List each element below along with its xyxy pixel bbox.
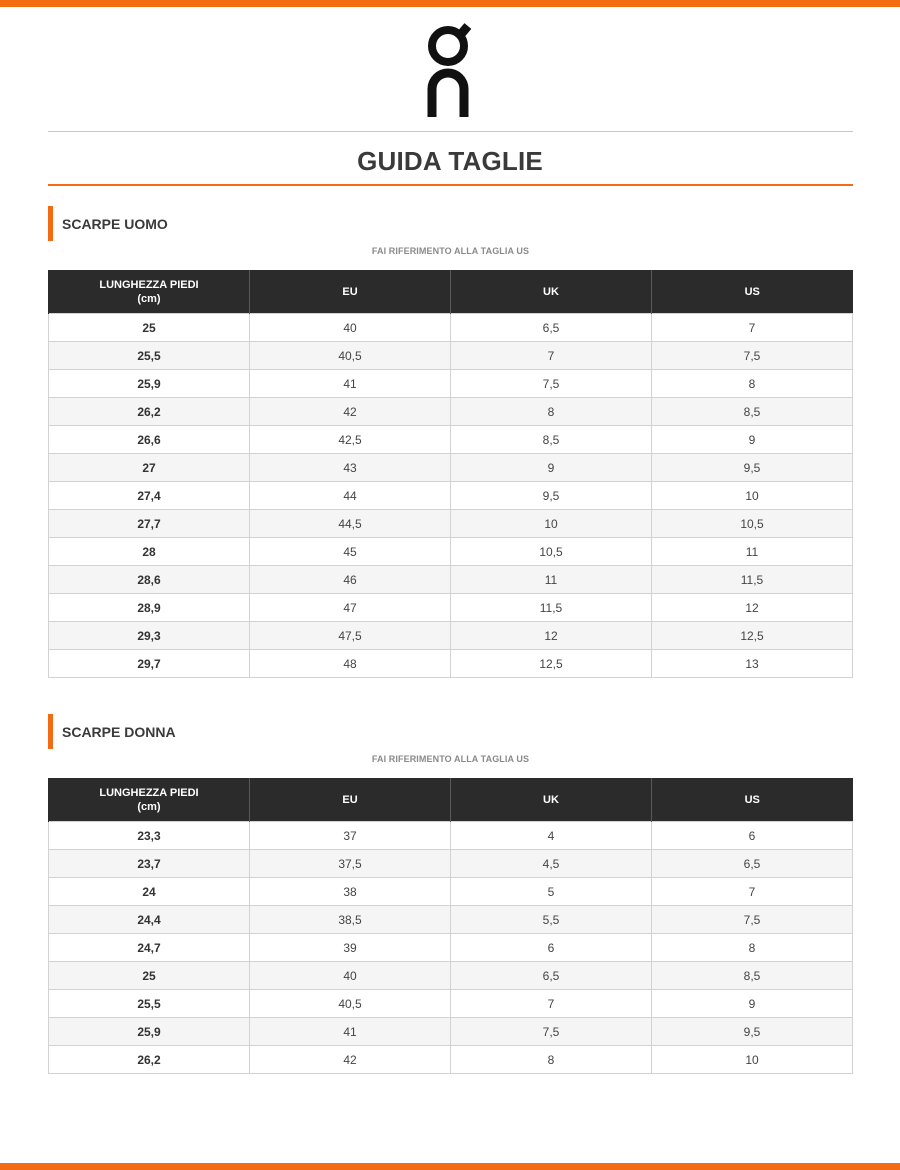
column-header-us: US	[652, 270, 853, 314]
table-row	[49, 934, 853, 962]
cell-size-us: 7	[652, 878, 853, 906]
table-row	[49, 454, 853, 482]
cell-size-uk: 5,5	[451, 906, 652, 934]
cell-size-us: 9,5	[652, 1018, 853, 1046]
cell-size-us: 8	[652, 370, 853, 398]
cell-size-us: 8	[652, 934, 853, 962]
cell-foot-length: 28,6	[49, 566, 250, 594]
cell-size-eu: 40,5	[250, 990, 451, 1018]
cell-size-uk: 11,5	[451, 594, 652, 622]
cell-size-us: 8,5	[652, 398, 853, 426]
cell-size-us: 13	[652, 650, 853, 678]
cell-size-uk: 4	[451, 822, 652, 850]
column-header-length: LUNGHEZZA PIEDI (cm)	[49, 270, 250, 314]
table-body	[49, 822, 853, 1074]
cell-size-uk: 8	[451, 398, 652, 426]
cell-size-uk: 10,5	[451, 538, 652, 566]
table-row	[49, 650, 853, 678]
table-row	[49, 370, 853, 398]
top-accent-bar	[0, 0, 900, 7]
cell-size-uk: 8	[451, 1046, 652, 1074]
section-note: FAI RIFERIMENTO ALLA TAGLIA US	[371, 754, 530, 764]
cell-size-us: 12,5	[652, 622, 853, 650]
cell-size-eu: 41	[250, 1018, 451, 1046]
cell-foot-length: 25,9	[49, 1018, 250, 1046]
cell-foot-length: 25,5	[49, 990, 250, 1018]
cell-size-us: 12	[652, 594, 853, 622]
cell-size-uk: 7	[451, 342, 652, 370]
cell-size-eu: 38	[250, 878, 451, 906]
cell-foot-length: 23,3	[49, 822, 250, 850]
cell-foot-length: 24,7	[49, 934, 250, 962]
cell-size-uk: 11	[451, 566, 652, 594]
table-row	[49, 878, 853, 906]
table-row	[49, 398, 853, 426]
cell-foot-length: 28,9	[49, 594, 250, 622]
cell-foot-length: 29,7	[49, 650, 250, 678]
table-row	[49, 1018, 853, 1046]
table-header-row	[49, 270, 853, 314]
cell-size-uk: 6,5	[451, 314, 652, 342]
cell-size-eu: 47,5	[250, 622, 451, 650]
cell-size-eu: 40	[250, 962, 451, 990]
table-row	[49, 482, 853, 510]
cell-size-uk: 5	[451, 878, 652, 906]
cell-foot-length: 28	[49, 538, 250, 566]
cell-size-eu: 44	[250, 482, 451, 510]
cell-size-eu: 37	[250, 822, 451, 850]
cell-size-uk: 8,5	[451, 426, 652, 454]
cell-size-us: 7,5	[652, 906, 853, 934]
cell-size-us: 9	[652, 426, 853, 454]
cell-size-us: 9	[652, 990, 853, 1018]
cell-size-uk: 4,5	[451, 850, 652, 878]
section-title: SCARPE DONNA	[62, 724, 176, 740]
table-header-row	[49, 778, 853, 822]
column-header-eu: EU	[250, 270, 451, 314]
table-row	[49, 426, 853, 454]
cell-size-uk: 7,5	[451, 370, 652, 398]
table-row	[49, 314, 853, 342]
section-women	[48, 714, 853, 1074]
cell-size-uk: 12,5	[451, 650, 652, 678]
cell-size-eu: 43	[250, 454, 451, 482]
cell-size-uk: 6	[451, 934, 652, 962]
cell-size-us: 7	[652, 314, 853, 342]
header-divider	[48, 131, 853, 132]
cell-size-uk: 9,5	[451, 482, 652, 510]
cell-size-us: 11	[652, 538, 853, 566]
cell-size-us: 8,5	[652, 962, 853, 990]
cell-size-eu: 44,5	[250, 510, 451, 538]
size-table-men	[48, 270, 853, 678]
cell-foot-length: 27,7	[49, 510, 250, 538]
column-header-length: LUNGHEZZA PIEDI (cm)	[49, 778, 250, 822]
cell-size-eu: 42	[250, 398, 451, 426]
cell-foot-length: 25,9	[49, 370, 250, 398]
column-header-eu: EU	[250, 778, 451, 822]
size-table-women	[48, 778, 853, 1074]
cell-size-us: 10,5	[652, 510, 853, 538]
cell-size-uk: 7	[451, 990, 652, 1018]
cell-size-eu: 47	[250, 594, 451, 622]
cell-foot-length: 27	[49, 454, 250, 482]
cell-size-us: 6	[652, 822, 853, 850]
table-row	[49, 962, 853, 990]
cell-size-eu: 41	[250, 370, 451, 398]
cell-foot-length: 27,4	[49, 482, 250, 510]
cell-size-us: 10	[652, 482, 853, 510]
cell-size-eu: 39	[250, 934, 451, 962]
cell-foot-length: 26,2	[49, 398, 250, 426]
on-logo	[424, 22, 478, 118]
cell-size-uk: 9	[451, 454, 652, 482]
cell-foot-length: 26,6	[49, 426, 250, 454]
section-note: FAI RIFERIMENTO ALLA TAGLIA US	[371, 246, 530, 256]
cell-foot-length: 25	[49, 314, 250, 342]
cell-foot-length: 24,4	[49, 906, 250, 934]
section-header	[48, 714, 853, 749]
cell-size-us: 7,5	[652, 342, 853, 370]
section-accent-bar	[48, 714, 53, 749]
column-header-uk: UK	[451, 270, 652, 314]
cell-foot-length: 25	[49, 962, 250, 990]
cell-foot-length: 24	[49, 878, 250, 906]
table-body	[49, 314, 853, 678]
cell-size-us: 6,5	[652, 850, 853, 878]
column-header-uk: UK	[451, 778, 652, 822]
cell-size-uk: 7,5	[451, 1018, 652, 1046]
table-row	[49, 342, 853, 370]
table-row	[49, 622, 853, 650]
section-accent-bar	[48, 206, 53, 241]
column-header-us: US	[652, 778, 853, 822]
cell-size-eu: 42	[250, 1046, 451, 1074]
cell-size-uk: 6,5	[451, 962, 652, 990]
table-row	[49, 850, 853, 878]
table-row	[49, 510, 853, 538]
cell-size-us: 11,5	[652, 566, 853, 594]
section-header	[48, 206, 853, 241]
cell-foot-length: 25,5	[49, 342, 250, 370]
cell-size-uk: 12	[451, 622, 652, 650]
cell-size-eu: 46	[250, 566, 451, 594]
on-logo-icon	[424, 22, 478, 118]
section-men	[48, 206, 853, 678]
table-row	[49, 822, 853, 850]
cell-size-eu: 40,5	[250, 342, 451, 370]
cell-foot-length: 26,2	[49, 1046, 250, 1074]
cell-size-eu: 48	[250, 650, 451, 678]
cell-foot-length: 29,3	[49, 622, 250, 650]
cell-size-us: 10	[652, 1046, 853, 1074]
cell-size-us: 9,5	[652, 454, 853, 482]
cell-size-eu: 37,5	[250, 850, 451, 878]
table-row	[49, 906, 853, 934]
cell-foot-length: 23,7	[49, 850, 250, 878]
table-row	[49, 990, 853, 1018]
table-row	[49, 594, 853, 622]
cell-size-uk: 10	[451, 510, 652, 538]
section-title: SCARPE UOMO	[62, 216, 168, 232]
cell-size-eu: 45	[250, 538, 451, 566]
cell-size-eu: 42,5	[250, 426, 451, 454]
page-title: GUIDA TAGLIE	[357, 146, 543, 176]
table-row	[49, 1046, 853, 1074]
bottom-accent-bar	[0, 1163, 900, 1170]
title-underline	[48, 184, 853, 186]
cell-size-eu: 40	[250, 314, 451, 342]
cell-size-eu: 38,5	[250, 906, 451, 934]
table-row	[49, 566, 853, 594]
table-row	[49, 538, 853, 566]
